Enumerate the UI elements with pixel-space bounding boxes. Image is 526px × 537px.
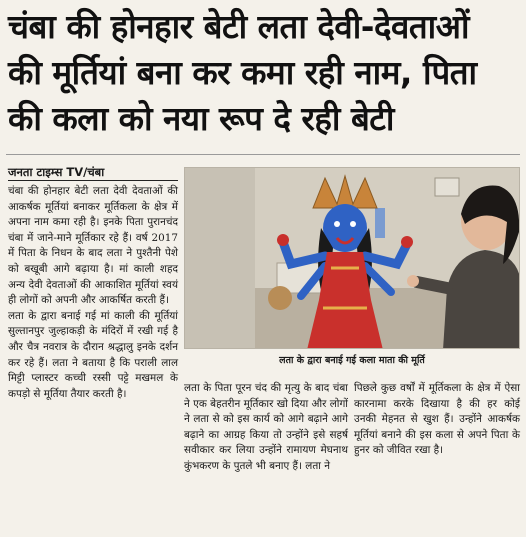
source-dateline: जनता टाइम्स TV/चंबा xyxy=(8,163,178,181)
article-paragraph-3: लता के पिता पूरन चंद की मृत्यु के बाद चंबा ने एक बेहतरीन मूर्तिकार खो दिया और लोगों ने लता से को इस कार्य को आगे बढ़ाने आगे बढ़ाने का आग्रह किया तो उन्होंने इसे सहर्ष सवीकार कर लिया उन्होंने रामायण मेघनाथ कुंभकरण के पुतले भी बनाए हैं। लता ने xyxy=(184,382,348,472)
article-photo xyxy=(184,167,520,349)
headline xyxy=(8,4,520,142)
idol-sculpture-image xyxy=(185,168,520,349)
article-paragraph-4: पिछले कुछ वर्षों में मूर्तिकला के क्षेत्र में ऐसा कारनामा करके दिखाया है की हर कोई उनकी मेहनत से खुश हैं। उन्होंने आकर्षक मूर्तियां बनाने की इस कला से अपने पिता के हुनर को जीवित रखा है। xyxy=(354,382,520,457)
article-column-2 xyxy=(184,381,348,475)
article-column-1 xyxy=(8,184,178,402)
headline-line-2: की मूर्तियां बना कर कमा रही नाम, पिता xyxy=(8,53,477,92)
headline-line-1: चंबा की होनहार बेटी लता देवी-देवताओं xyxy=(8,7,469,46)
headline-line-3: की कला को नया रूप दे रही बेटी xyxy=(8,99,394,138)
article-paragraph-1: चंबा की होनहार बेटी लता देवी देवताओं की आकर्षक मूर्तियां बनाकर मूर्तिकला के क्षेत्र में अपना नाम कमा रही है। इनके पिता पुरानचंद चंबा में जाने-माने मूर्तिकार रहे हैं। वर्ष 2017 में पिता के निधन के बाद लता ने पुश्तैनी पेशे को बखूबी आगे बढ़ाया है। मां काली शहद अन्य देवी देवताओं की आकाशित मूर्तियां स्वयं ही लोगों को अपनी और आकर्षित करती हैं। xyxy=(8,185,178,307)
article-column-3 xyxy=(354,381,520,459)
article-paragraph-2: लता के द्वारा बनाई गई मां काली की मूर्तियां सुल्तानपुर जुल्हाकड़ी के मंदिरों में रखी गई है और चैत्र नवरात्र के दौरान श्रद्धालु इनके दर्शन कर रहे हैं। लता ने बताया है कि पराली लाल मिट्टी प्लास्टर कच्ची रस्सी पट्टे मखमल के कपड़ो से मूर्तिया तैयार करती है। xyxy=(8,309,178,400)
photo-caption: लता के द्वारा बनाई गई कला माता की मूर्ति xyxy=(279,355,425,366)
headline-divider xyxy=(6,154,520,155)
